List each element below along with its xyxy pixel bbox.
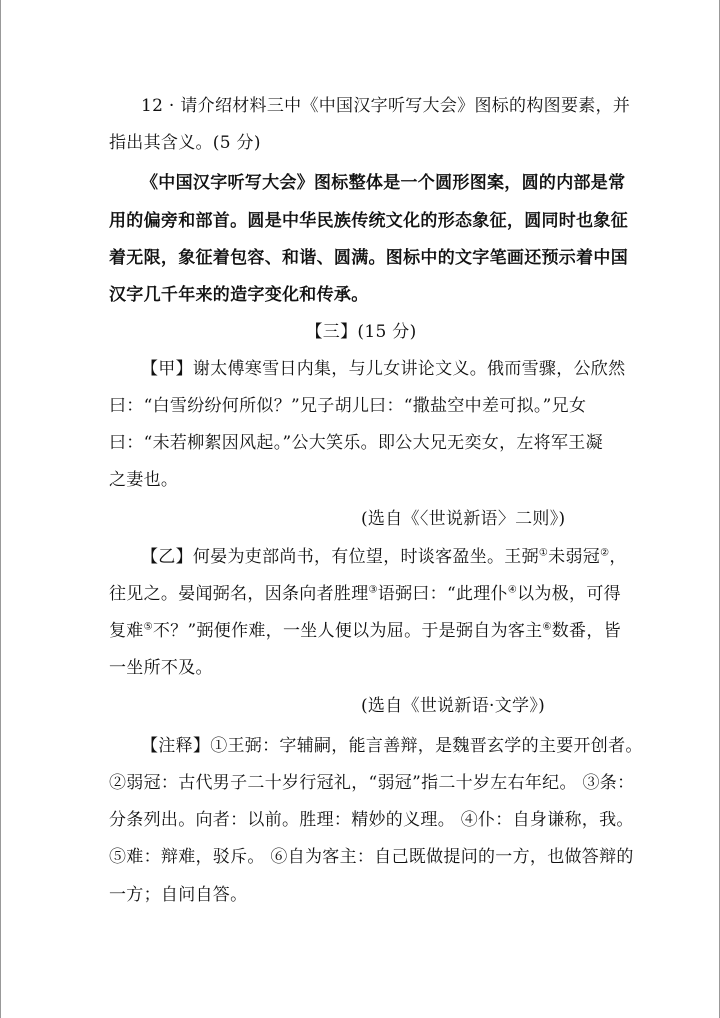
passage-b-text: 未弱冠: [548, 547, 601, 567]
passage-b-source: (选自《世说新语·文学》): [361, 696, 546, 716]
answer-line-3: 着无限，象征着包容、和谐、圆满。图标中的文字笔画还预示着中国: [109, 248, 628, 268]
passage-b-line-3: [109, 620, 621, 642]
notes-line-3: 分条列出。向者：以前。胜理：精妙的义理。 ④仆：自身谦称，我。: [109, 810, 634, 830]
passage-b-line-1: [141, 546, 627, 568]
notes-line-1: 【注释】①王弼：字辅嗣，能言善辩，是魏晋玄学的主要开创者。: [141, 736, 643, 756]
notes-line-5: 一方；自问自答。: [109, 885, 248, 905]
footnote-marker-1: ①: [538, 547, 549, 559]
question-line-1: 12 · 请介绍材料三中《中国汉字听写大会》图标的构图要素，并: [141, 96, 631, 116]
notes-line-4: ⑤难：辩难，驳斥。 ⑥自为客主：自己既做提问的一方，也做答辩的: [109, 847, 634, 867]
footnote-marker-5: ⑤: [143, 621, 153, 633]
passage-a-source: (选自《〈世说新语〉二则》): [361, 509, 566, 529]
passage-b-text: 往见之。晏闻弼名，因条向者胜理: [109, 584, 369, 604]
passage-a-line-3: 曰：“未若柳絮因风起。”公大笑乐。即公大兄无奕女，左将军王凝: [109, 433, 603, 453]
footnote-marker-3: ③: [368, 584, 378, 596]
answer-line-2: 用的偏旁和部首。圆是中华民族传统文化的形态象征，圆同时也象征: [109, 211, 628, 231]
passage-a-line-2: 曰：“白雪纷纷何所似？”兄子胡儿曰：“撒盐空中差可拟。”兄女: [109, 396, 587, 416]
passage-b-text: 【乙】何晏为吏部尚书，有位望，时谈客盈坐。王弼: [141, 547, 539, 567]
footnote-marker-2: ②: [600, 547, 610, 559]
passage-b-text: 以为极，可得: [517, 584, 621, 604]
passage-b-text: 不？”弼便作难，一坐人便以为屈。于是弼自为客主: [152, 621, 543, 641]
passage-b-line-2: [109, 583, 621, 605]
section-title: 【三】(15 分): [305, 322, 417, 342]
passage-a-line-1: 【甲】谢太傅寒雪日内集，与儿女讲论文义。俄而雪骤，公欣然: [141, 359, 626, 379]
passage-a-line-4: 之妻也。: [109, 470, 179, 490]
footnote-marker-4: ④: [507, 584, 518, 596]
footnote-marker-6: ⑥: [542, 621, 552, 633]
passage-b-text: 数番，皆: [551, 621, 621, 641]
passage-b-text: 复难: [109, 621, 144, 641]
answer-line-1: 《中国汉字听写大会》图标整体是一个圆形图案，圆的内部是常: [141, 173, 626, 193]
passage-b-text: 语弼曰：“此理仆: [377, 584, 508, 604]
passage-b-line-4: 一坐所不及。: [109, 658, 213, 678]
notes-line-2: ②弱冠：古代男子二十岁行冠礼，“弱冠”指二十岁左右年纪。 ③条：: [109, 773, 635, 793]
question-line-2: 指出其含义。(5 分): [109, 133, 261, 153]
answer-line-4: 汉字几千年来的造字变化和传承。: [109, 285, 369, 305]
passage-b-text: ，: [609, 547, 627, 567]
